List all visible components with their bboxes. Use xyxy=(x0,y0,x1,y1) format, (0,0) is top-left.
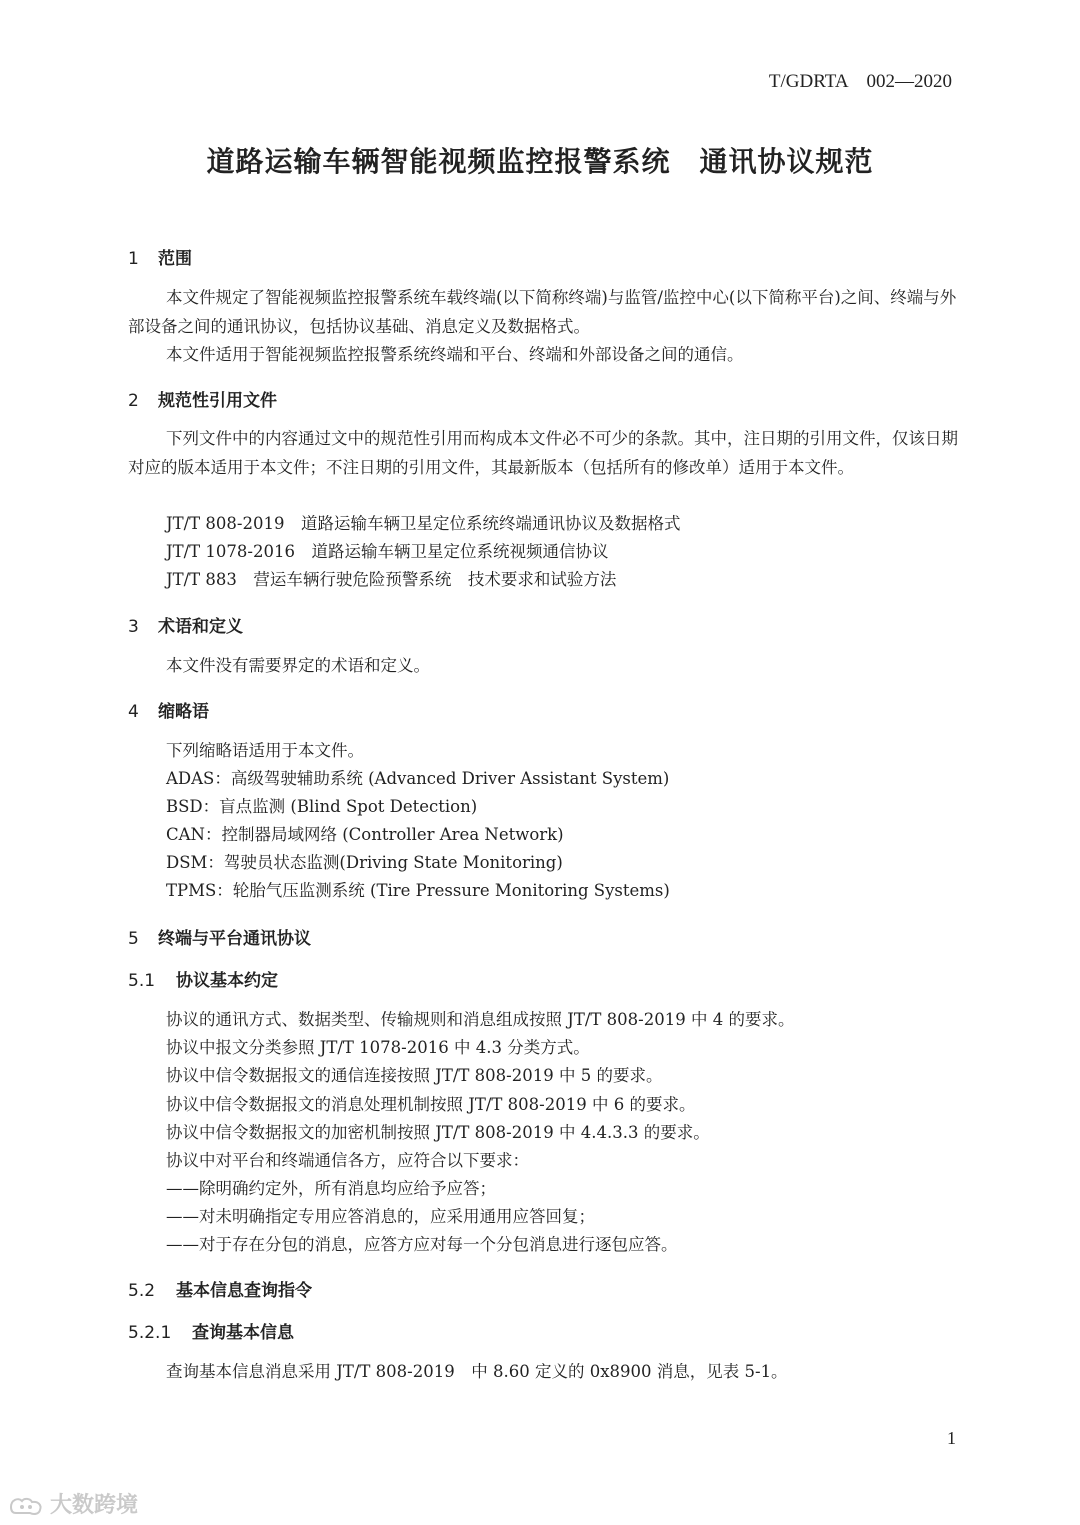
section-title: 范围 xyxy=(158,249,192,269)
watermark-logo-icon xyxy=(8,1495,46,1517)
section-title: 协议基本约定 xyxy=(176,971,278,991)
protocol-rule-line: 协议中对平台和终端通信各方，应符合以下要求： xyxy=(166,1151,529,1170)
abbreviation-item: DSM：驾驶员状态监测(Driving State Monitoring) xyxy=(166,853,563,872)
protocol-rule-line: 协议的通讯方式、数据类型、传输规则和消息组成按照 JT/T 808-2019 中 4 的要求。 xyxy=(166,1010,795,1029)
section-number: 5.2.1 xyxy=(128,1323,172,1343)
protocol-rule-line: 协议中信令数据报文的加密机制按照 JT/T 808-2019 中 4.4.3.3 的要求。 xyxy=(166,1123,710,1142)
section-1-heading xyxy=(128,244,192,269)
section-number: 1 xyxy=(128,249,139,269)
abbreviation-intro: 下列缩略语适用于本文件。 xyxy=(166,741,364,760)
reference-item: JT/T 808-2019 道路运输车辆卫星定位系统终端通讯协议及数据格式 xyxy=(166,514,681,533)
section-number: 4 xyxy=(128,702,139,722)
abbreviation-item: TPMS：轮胎气压监测系统 (Tire Pressure Monitoring Systems) xyxy=(166,881,670,900)
protocol-rule-line: 协议中信令数据报文的通信连接按照 JT/T 808-2019 中 5 的要求。 xyxy=(166,1066,663,1085)
section-title: 基本信息查询指令 xyxy=(176,1281,312,1301)
section-1-paragraph-2: 本文件适用于智能视频监控报警系统终端和平台、终端和外部设备之间的通信。 xyxy=(166,345,744,364)
section-1-paragraph-1: 本文件规定了智能视频监控报警系统车载终端(以下简称终端)与监管/监控中心(以下简称平台)之间、终端与外部设备之间的通讯协议，包括协议基础、消息定义及数据格式。 xyxy=(128,288,957,336)
section-2-heading xyxy=(128,386,277,411)
section-5-2-1-heading xyxy=(128,1318,294,1343)
watermark xyxy=(8,1488,138,1519)
protocol-rule-line: 协议中报文分类参照 JT/T 1078-2016 中 4.3 分类方式。 xyxy=(166,1038,590,1057)
section-3-heading xyxy=(128,612,243,637)
section-5-heading xyxy=(128,924,311,949)
watermark-text: 大数跨境 xyxy=(50,1493,139,1518)
section-title: 缩略语 xyxy=(158,702,209,722)
section-3-paragraph-1: 本文件没有需要界定的术语和定义。 xyxy=(166,656,430,675)
section-2-paragraph-1: 下列文件中的内容通过文中的规范性引用而构成本文件必不可少的条款。其中，注日期的引用文件，仅该日期对应的版本适用于本文件；不注日期的引用文件，其最新版本（包括所有的修改单）适用于本文件。 xyxy=(128,429,958,477)
document-code: T/GDRTA 002—2020 xyxy=(768,71,952,92)
section-title: 查询基本信息 xyxy=(192,1323,294,1343)
section-title: 终端与平台通讯协议 xyxy=(158,929,311,949)
document-title: 道路运输车辆智能视频监控报警系统 通讯协议规范 xyxy=(206,145,874,178)
section-5-2-1-paragraph: 查询基本信息消息采用 JT/T 808-2019 中 8.60 定义的 0x8900 消息，见表 5-1。 xyxy=(166,1362,788,1381)
protocol-rule-line: 协议中信令数据报文的消息处理机制按照 JT/T 808-2019 中 6 的要求。 xyxy=(166,1095,696,1114)
section-5-2-heading xyxy=(128,1276,312,1301)
abbreviation-item: ADAS：高级驾驶辅助系统 (Advanced Driver Assistant System) xyxy=(166,769,670,788)
reference-item: JT/T 883 营运车辆行驶危险预警系统 技术要求和试验方法 xyxy=(166,570,617,589)
section-number: 5.1 xyxy=(128,971,156,991)
protocol-rule-dash-item: ——除明确约定外，所有消息均应给予应答； xyxy=(166,1179,496,1198)
section-title: 规范性引用文件 xyxy=(158,391,277,411)
section-number: 2 xyxy=(128,391,139,411)
protocol-rule-dash-item: ——对未明确指定专用应答消息的，应采用通用应答回复； xyxy=(166,1207,595,1226)
abbreviation-item: BSD：盲点监测 (Blind Spot Detection) xyxy=(166,797,478,816)
section-title: 术语和定义 xyxy=(158,617,243,637)
protocol-rule-dash-item: ——对于存在分包的消息，应答方应对每一个分包消息进行逐包应答。 xyxy=(166,1235,678,1254)
section-5-1-heading xyxy=(128,966,278,991)
section-number: 5 xyxy=(128,929,139,949)
abbreviation-item: CAN：控制器局域网络 (Controller Area Network) xyxy=(166,825,564,844)
page-number: 1 xyxy=(947,1428,956,1448)
section-4-heading xyxy=(128,697,209,722)
reference-item: JT/T 1078-2016 道路运输车辆卫星定位系统视频通信协议 xyxy=(166,542,609,561)
section-number: 5.2 xyxy=(128,1281,156,1301)
section-number: 3 xyxy=(128,617,139,637)
